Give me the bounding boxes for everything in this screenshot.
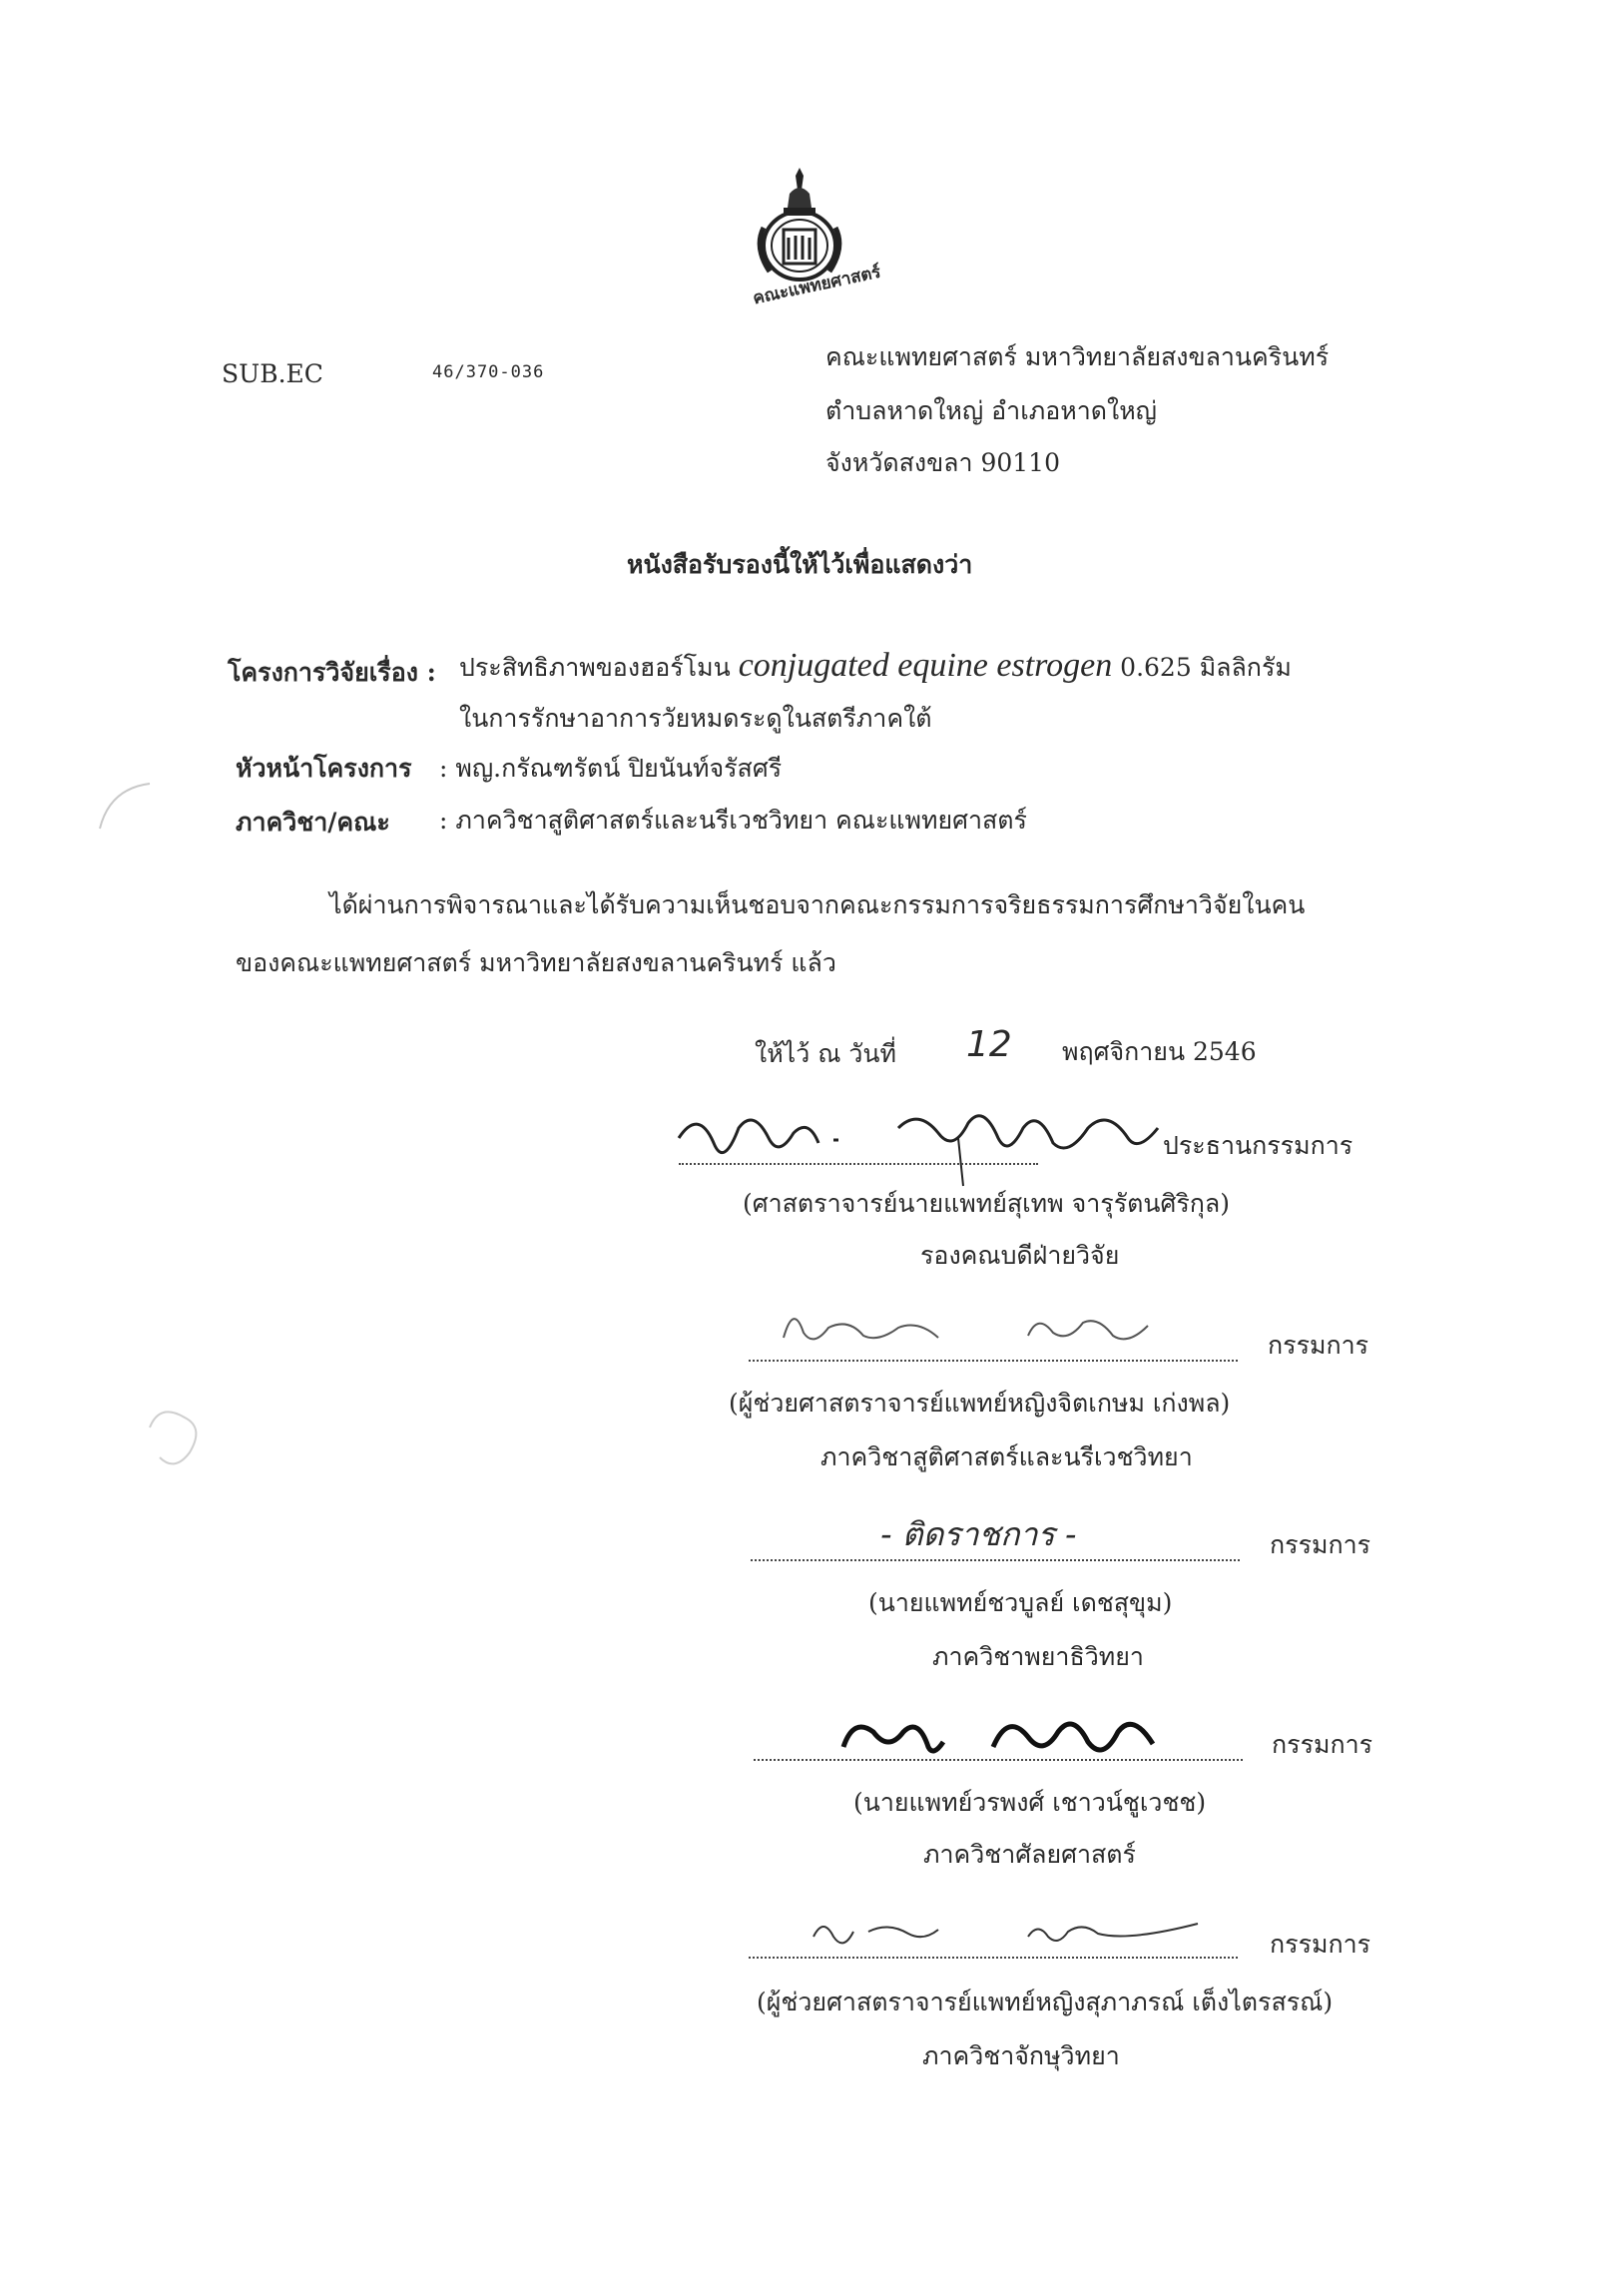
signature-chairman — [659, 1098, 1198, 1188]
reference-number: 46/370-036 — [432, 362, 545, 382]
address-line-3: จังหวัดสงขลา 90110 — [825, 448, 1060, 477]
signatory-1-position: รองคณบดีฝ่ายวิจัย — [920, 1241, 1120, 1270]
faculty-seal-logo — [734, 168, 883, 312]
signatory-3-position: ภาควิชาพยาธิวิทยา — [932, 1642, 1144, 1671]
signatory-2-name: (ผู้ช่วยศาสตราจารย์แพทย์หญิงจิตเกษม เก่งพล) — [729, 1389, 1231, 1418]
signatory-4-position: ภาควิชาศัลยศาสตร์ — [923, 1840, 1136, 1869]
date-label: ให้ไว้ ณ วันที่ — [755, 1039, 896, 1068]
project-leader-value: : พญ.กรัณฑรัตน์ ปิยนันท์จรัสศรี — [439, 754, 783, 783]
handwritten-note-on-official-duty: - ติดราชการ - — [880, 1515, 1077, 1553]
project-title-prefix: ประสิทธิภาพของฮอร์โมน — [459, 653, 731, 682]
project-title-line-1 — [459, 647, 1292, 688]
project-title-english: conjugated equine estrogen — [738, 647, 1113, 684]
date-month-year: พฤศจิกายน 2546 — [1062, 1037, 1257, 1066]
date-day-handwritten: 12 — [966, 1024, 1012, 1065]
punch-hole-mark-bottom — [140, 1408, 220, 1477]
address-line-2: ตำบลหาดใหญ่ อำเภอหาดใหญ่ — [825, 396, 1157, 425]
signatory-5-name: (ผู้ช่วยศาสตราจารย์แพทย์หญิงสุภาภรณ์ เต็งไตรสรณ์) — [757, 1988, 1334, 2016]
punch-hole-mark-top — [90, 779, 170, 839]
reference-prefix: SUB.EC — [222, 359, 323, 388]
address-line-1: คณะแพทยศาสตร์ มหาวิทยาลัยสงขลานครินทร์ — [825, 342, 1330, 371]
approval-statement-line-2: ของคณะแพทยศาสตร์ มหาวิทยาลัยสงขลานครินทร์ แล้ว — [236, 948, 836, 977]
document-title: หนังสือรับรองนี้ให้ไว้เพื่อแสดงว่า — [627, 550, 973, 579]
signature-line-2 — [749, 1360, 1238, 1362]
signatory-4-role: กรรมการ — [1272, 1730, 1373, 1759]
signature-line-5 — [749, 1957, 1238, 1959]
signature-committee-3 — [833, 1702, 1193, 1772]
signatory-1-name: (ศาสตราจารย์นายแพทย์สุเทพ จารุรัตนศิริกุล) — [743, 1189, 1230, 1218]
project-title-dose: 0.625 มิลลิกรัม — [1120, 653, 1292, 682]
project-title-line-2: ในการรักษาอาการวัยหมดระดูในสตรีภาคใต้ — [459, 704, 932, 733]
signatory-4-name: (นายแพทย์วรพงศ์ เชาวน์ชูเวชช) — [853, 1788, 1207, 1817]
signature-line-4 — [754, 1759, 1243, 1761]
signature-line-3 — [751, 1559, 1240, 1561]
signatory-2-role: กรรมการ — [1268, 1331, 1369, 1360]
seal-caption: คณะแพทยศาสตร์ — [751, 262, 883, 309]
signature-line-1 — [679, 1163, 1038, 1165]
signatory-3-name: (นายแพทย์ชวบูลย์ เดชสุขุม) — [868, 1588, 1173, 1617]
signatory-2-position: ภาควิชาสูติศาสตร์และนรีเวชวิทยา — [820, 1442, 1193, 1471]
signatory-5-position: ภาควิชาจักษุวิทยา — [922, 2041, 1120, 2070]
department-value: : ภาควิชาสูติศาสตร์และนรีเวชวิทยา คณะแพทยศาสตร์ — [439, 806, 1027, 835]
signatory-3-role: กรรมการ — [1270, 1530, 1371, 1559]
signatory-1-role: ประธานกรรมการ — [1163, 1131, 1353, 1160]
approval-statement-line-1: ได้ผ่านการพิจารณาและได้รับความเห็นชอบจากคณะกรรมการจริยธรรมการศึกษาวิจัยในคน — [329, 890, 1306, 919]
signature-committee-4 — [799, 1902, 1258, 1962]
project-title-label: โครงการวิจัยเรื่อง : — [228, 658, 436, 687]
project-leader-label: หัวหน้าโครงการ — [236, 754, 412, 783]
signature-committee-1 — [769, 1298, 1248, 1358]
signatory-5-role: กรรมการ — [1270, 1930, 1371, 1959]
department-label: ภาควิชา/คณะ — [236, 808, 390, 837]
